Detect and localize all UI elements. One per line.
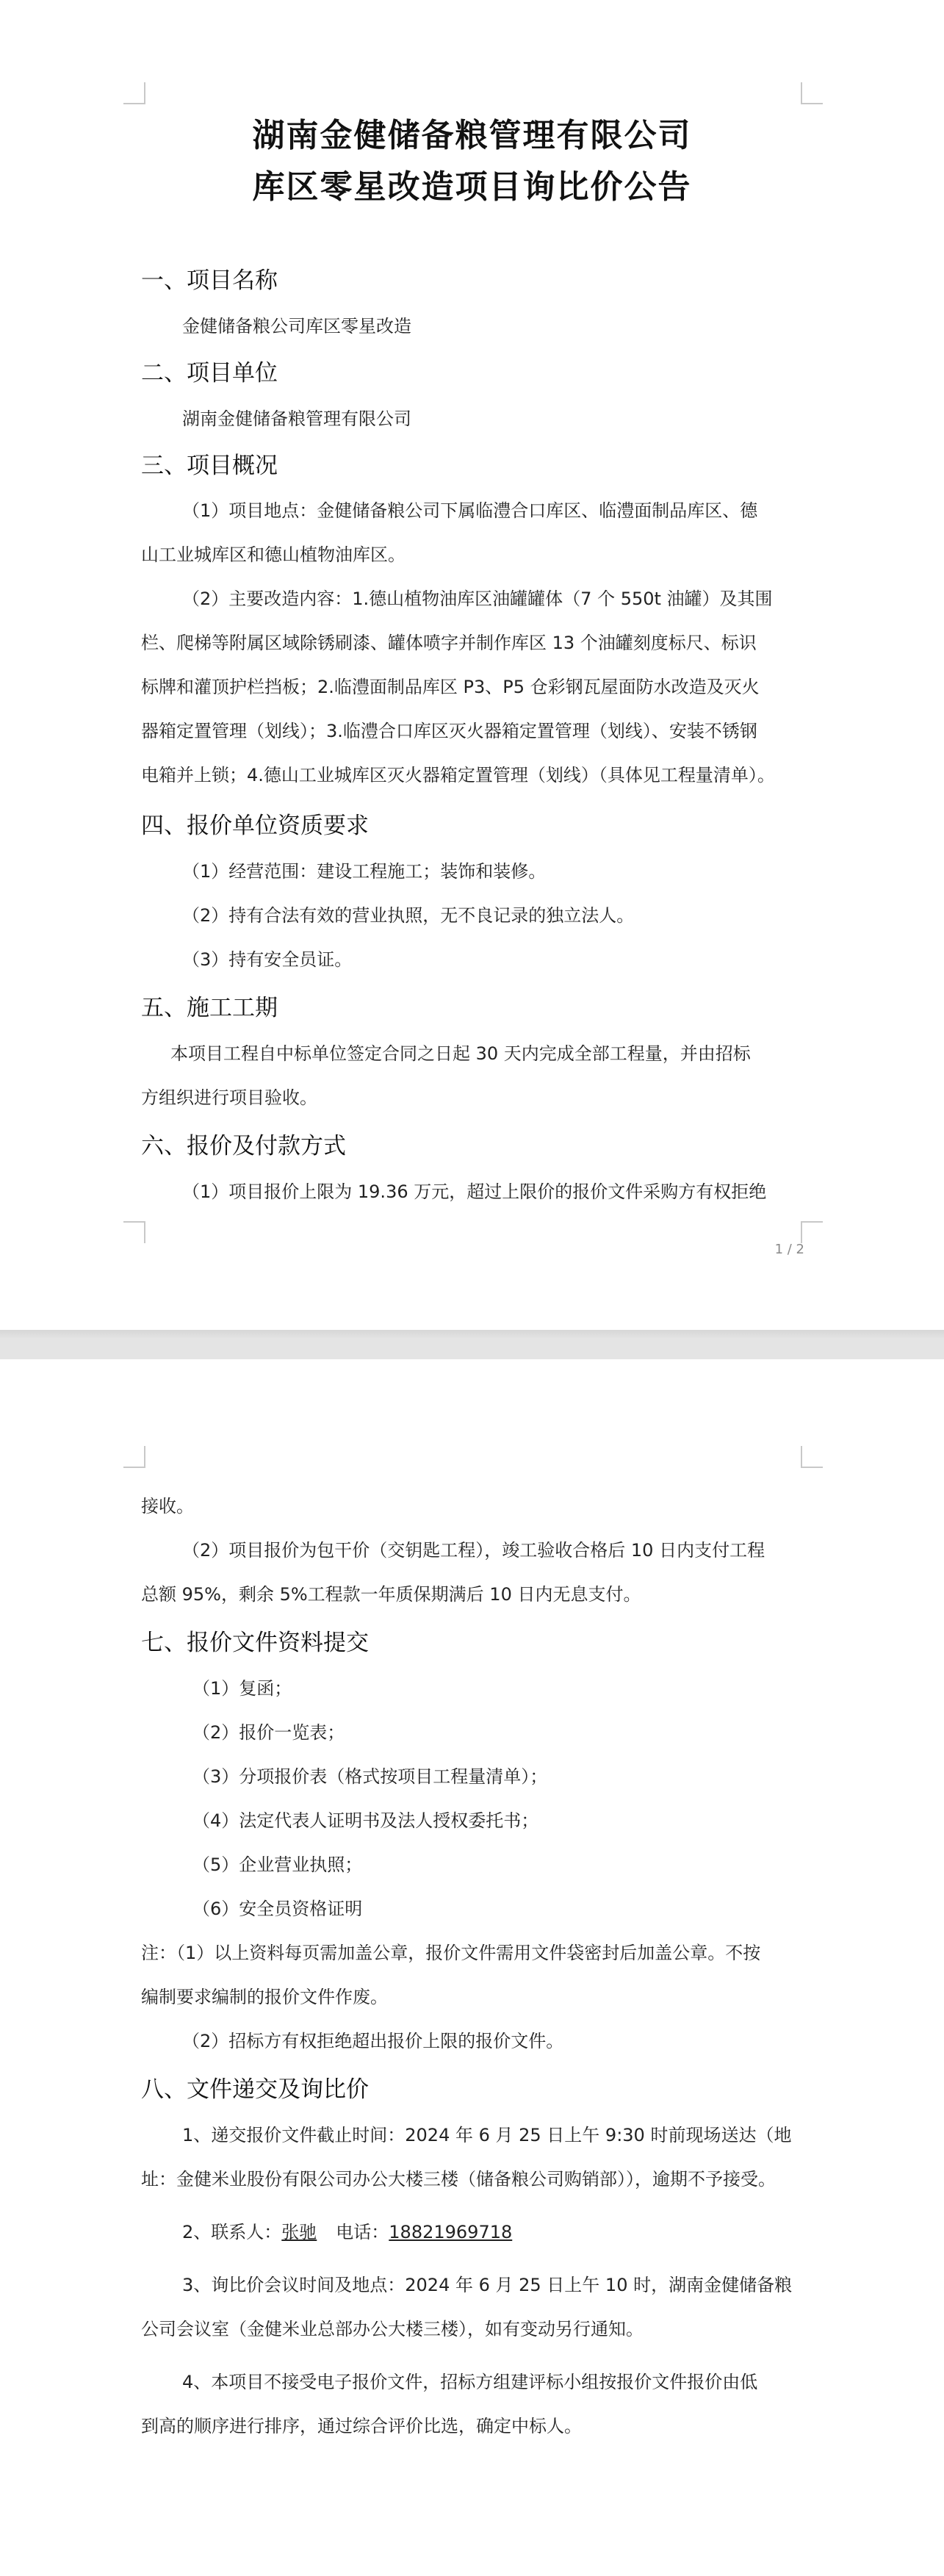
- note-line: 注：（1）以上资料每页需加盖公章，报价文件需用文件袋密封后加盖公章。不按: [141, 1943, 761, 1963]
- paragraph-line: （2）持有合法有效的营业执照，无不良记录的独立法人。: [182, 905, 635, 926]
- list-item: （2）报价一览表；: [192, 1722, 345, 1743]
- note-line: （2）招标方有权拒绝超出报价上限的报价文件。: [182, 2031, 564, 2051]
- list-item: （5）企业营业执照；: [192, 1854, 363, 1875]
- document-page-2: [0, 1359, 944, 2576]
- paragraph-line: 金健储备粮公司库区零星改造: [182, 316, 411, 337]
- page-corner-mark: [801, 1446, 823, 1468]
- paragraph-line: （2）项目报价为包干价（交钥匙工程），竣工验收合格后 10 日内支付工程: [182, 1540, 765, 1561]
- paragraph-line: 器箱定置管理（划线）；3.临澧合口库区灭火器箱定置管理（划线）、安装不锈钢: [141, 721, 757, 741]
- page-separator: [0, 1330, 944, 1359]
- paragraph-line: （1）项目地点：金健储备粮公司下属临澧合口库区、临澧面制品库区、德: [182, 500, 758, 521]
- section-heading: 七、报价文件资料提交: [141, 1630, 369, 1656]
- list-item: （6）安全员资格证明: [192, 1899, 363, 1919]
- page-number: 1 / 2: [774, 1242, 804, 1257]
- note-line: 编制要求编制的报价文件作废。: [141, 1987, 388, 2007]
- document-title-line2: 库区零星改造项目询比价公告: [252, 168, 692, 206]
- section-heading: 一、项目名称: [141, 267, 278, 294]
- page-corner-mark: [801, 82, 823, 104]
- section-heading: 二、项目单位: [141, 360, 278, 386]
- section-heading: 三、项目概况: [141, 453, 278, 479]
- contact-label: 2、联系人：: [182, 2222, 282, 2242]
- paragraph-line: 湖南金健储备粮管理有限公司: [182, 409, 411, 429]
- list-item: （4）法定代表人证明书及法人授权委托书；: [192, 1810, 539, 1831]
- paragraph-line: 公司会议室（金健米业总部办公大楼三楼），如有变动另行通知。: [141, 2319, 644, 2339]
- paragraph-line: 接收。: [141, 1496, 194, 1517]
- paragraph-line: 标牌和灌顶护栏挡板；2.临澧面制品库区 P3、P5 仓彩钢瓦屋面防水改造及灭火: [141, 677, 760, 697]
- paragraph-line: 3、询比价会议时间及地点：2024 年 6 月 25 日上午 10 时，湖南金健储备粮: [182, 2275, 793, 2295]
- page-corner-mark: [123, 1446, 145, 1468]
- paragraph-line: 栏、爬梯等附属区域除锈刷漆、罐体喷字并制作库区 13 个油罐刻度标尺、标识: [141, 633, 757, 653]
- paragraph-line: 到高的顺序进行排序，通过综合评价比选，确定中标人。: [141, 2416, 582, 2436]
- section-heading: 六、报价及付款方式: [141, 1133, 346, 1159]
- contact-line: [182, 2217, 512, 2243]
- paragraph-line: 方组织进行项目验收。: [141, 1087, 317, 1108]
- paragraph-line: （3）持有安全员证。: [182, 949, 353, 970]
- section-heading: 五、施工工期: [141, 995, 278, 1021]
- phone-label: 电话：: [336, 2222, 389, 2242]
- list-item: （1）复函；: [192, 1678, 292, 1699]
- page-corner-mark: [801, 1221, 823, 1243]
- paragraph-line: 山工业城库区和德山植物油库区。: [141, 544, 406, 565]
- section-heading: 八、文件递交及询比价: [141, 2076, 369, 2103]
- page-corner-mark: [123, 82, 145, 104]
- paragraph-line: 电箱并上锁；4.德山工业城库区灭火器箱定置管理（划线）（具体见工程量清单）。: [141, 765, 775, 785]
- contact-name: 张驰: [281, 2222, 317, 2242]
- page-corner-mark: [123, 1221, 145, 1243]
- phone-number: 18821969718: [389, 2222, 513, 2242]
- list-item: （3）分项报价表（格式按项目工程量清单）；: [192, 1766, 548, 1787]
- paragraph-line: 总额 95%，剩余 5%工程款一年质保期满后 10 日内无息支付。: [141, 1584, 641, 1605]
- paragraph-line: （2）主要改造内容：1.德山植物油库区油罐罐体（7 个 550t 油罐）及其围: [182, 589, 773, 609]
- paragraph-line: （1）经营范围：建设工程施工；装饰和装修。: [182, 861, 547, 882]
- paragraph-line: 本项目工程自中标单位签定合同之日起 30 天内完成全部工程量，并由招标: [170, 1043, 751, 1064]
- paragraph-line: 1、递交报价文件截止时间：2024 年 6 月 25 日上午 9:30 时前现场送达（地: [182, 2125, 792, 2145]
- paragraph-line: 4、本项目不接受电子报价文件，招标方组建评标小组按报价文件报价由低: [182, 2372, 758, 2392]
- section-heading: 四、报价单位资质要求: [141, 813, 369, 839]
- paragraph-line: 址：金健米业股份有限公司办公大楼三楼（储备粮公司购销部）），逾期不予接受。: [141, 2169, 776, 2190]
- paragraph-line: （1）项目报价上限为 19.36 万元，超过上限价的报价文件采购方有权拒绝: [182, 1181, 767, 1202]
- document-title-line1: 湖南金健储备粮管理有限公司: [252, 117, 692, 154]
